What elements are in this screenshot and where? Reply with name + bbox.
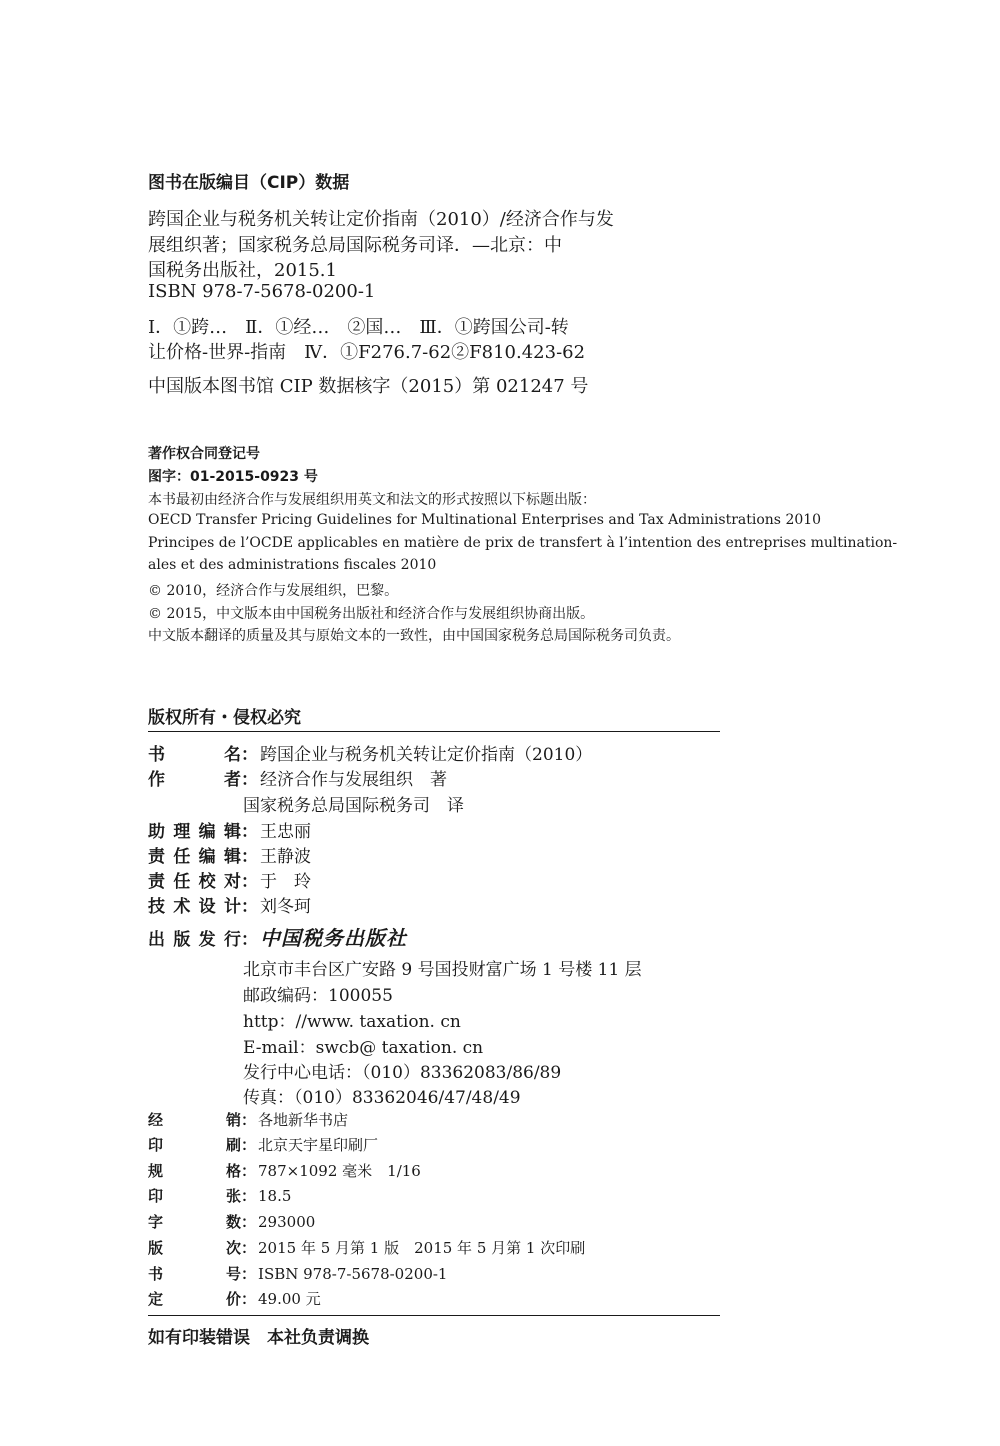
label: 责任编辑 (148, 847, 241, 867)
value: 北京天宇星印刷厂 (258, 1136, 379, 1154)
copyright-2015: © 2015，中文版本由中国税务出版社和经济合作与发展组织协商出版。 (148, 606, 595, 622)
cip-line: 跨国企业与税务机关转让定价指南（2010）/经济合作与发 (148, 209, 614, 230)
label: 印刷 (148, 1136, 241, 1154)
translator: 国家税务总局国际税务司 译 (243, 796, 464, 816)
french-title: Principes de l’OCDE applicables en matière de prix de transfert à l’intention des entreprises multination- (148, 535, 898, 551)
cip-classification: Ⅰ．①跨… Ⅱ．①经… ②国… Ⅲ．①跨国公司-转 (148, 317, 569, 338)
translation-note: 中文版本翻译的质量及其与原始文本的一致性，由中国国家税务总局国际税务司负责。 (148, 628, 680, 644)
label: 技术设计 (148, 897, 241, 917)
label: 字数 (148, 1213, 241, 1231)
copyright-reg-no: 图字：01-2015-0923 号 (148, 469, 318, 485)
distributor-row: 经销： 各地新华书店 (148, 1111, 349, 1129)
rights-reserved: 版权所有・侵权必究 (148, 708, 301, 728)
printer-row: 印刷： 北京天宇星印刷厂 (148, 1136, 379, 1154)
value: 刘冬珂 (260, 897, 311, 917)
publisher-logo: 中国税务出版社 (260, 926, 407, 950)
editor-row: 责任编辑： 王静波 (148, 842, 311, 867)
phone: 发行中心电话：（010）83362083/86/89 (243, 1063, 562, 1083)
address: 北京市丰台区广安路 9 号国投财富广场 1 号楼 11 层 (243, 960, 642, 980)
cip-classification: 让价格-世界-指南 Ⅳ．①F276.7-62②F810.423-62 (148, 342, 586, 363)
value: 787×1092 毫米 1/16 (258, 1162, 421, 1180)
copyright-heading: 著作权合同登记号 (148, 446, 260, 462)
label: 版次 (148, 1239, 241, 1257)
postcode: 邮政编码：100055 (243, 986, 393, 1006)
book-name: 跨国企业与税务机关转让定价指南（2010） (260, 745, 593, 765)
price-row: 定价： 49.00 元 (148, 1290, 321, 1308)
cip-title: 图书在版编目（CIP）数据 (148, 173, 350, 193)
size-row: 规格： 787×1092 毫米 1/16 (148, 1162, 421, 1180)
author: 经济合作与发展组织 著 (260, 770, 447, 790)
website: http：//www. taxation. cn (243, 1012, 461, 1032)
cip-line: 国税务出版社，2015.1 (148, 260, 337, 281)
book-name-row: 书名： 跨国企业与税务机关转让定价指南（2010） (148, 740, 592, 765)
isbn-row: 书号： ISBN 978-7-5678-0200-1 (148, 1265, 448, 1283)
proof-row: 责任校对： 于 玲 (148, 867, 311, 892)
label: 规格 (148, 1162, 241, 1180)
label: 出版发行 (148, 930, 241, 950)
label: 印张 (148, 1187, 241, 1205)
label: 助理编辑 (148, 822, 241, 842)
cip-number: 中国版本图书馆 CIP 数据核字（2015）第 021247 号 (148, 376, 589, 397)
copyright-intro: 本书最初由经济合作与发展组织用英文和法文的形式按照以下标题出版： (148, 492, 596, 508)
divider (148, 1315, 720, 1316)
label: 作者 (148, 770, 241, 790)
label: 书名 (148, 745, 241, 765)
publisher-row: 出版发行： 中国税务出版社 (148, 926, 407, 950)
value: ISBN 978-7-5678-0200-1 (258, 1265, 448, 1283)
label: 书号 (148, 1265, 241, 1283)
label: 责任校对 (148, 872, 241, 892)
value: 各地新华书店 (258, 1111, 349, 1129)
fax: 传真：（010）83362046/47/48/49 (243, 1088, 521, 1108)
label: 经销 (148, 1111, 241, 1129)
value: 王忠丽 (260, 822, 311, 842)
label: 定价 (148, 1290, 241, 1308)
cip-line: 展组织著；国家税务总局国际税务司译．—北京：中 (148, 235, 562, 256)
value: 王静波 (260, 847, 311, 867)
design-row: 技术设计： 刘冬珂 (148, 892, 311, 917)
value: 293000 (258, 1213, 316, 1231)
asst-editor-row: 助理编辑： 王忠丽 (148, 817, 311, 842)
value: 18.5 (258, 1187, 292, 1205)
cip-line: ISBN 978-7-5678-0200-1 (148, 281, 376, 302)
value: 49.00 元 (258, 1290, 321, 1308)
french-title: ales et des administrations fiscales 2010 (148, 557, 437, 573)
english-title: OECD Transfer Pricing Guidelines for Multinational Enterprises and Tax Administrations 2010 (148, 512, 822, 528)
author-row: 作者： 经济合作与发展组织 著 (148, 765, 447, 790)
words-row: 字数： 293000 (148, 1213, 316, 1231)
value: 2015 年 5 月第 1 版 2015 年 5 月第 1 次印刷 (258, 1239, 586, 1257)
footer-note: 如有印装错误 本社负责调换 (148, 1328, 369, 1348)
edition-row: 版次： 2015 年 5 月第 1 版 2015 年 5 月第 1 次印刷 (148, 1239, 586, 1257)
email: E-mail：swcb@ taxation. cn (243, 1038, 484, 1058)
sheets-row: 印张： 18.5 (148, 1187, 292, 1205)
copyright-2010: © 2010，经济合作与发展组织，巴黎。 (148, 583, 399, 599)
divider (148, 731, 720, 732)
value: 于 玲 (260, 872, 311, 892)
